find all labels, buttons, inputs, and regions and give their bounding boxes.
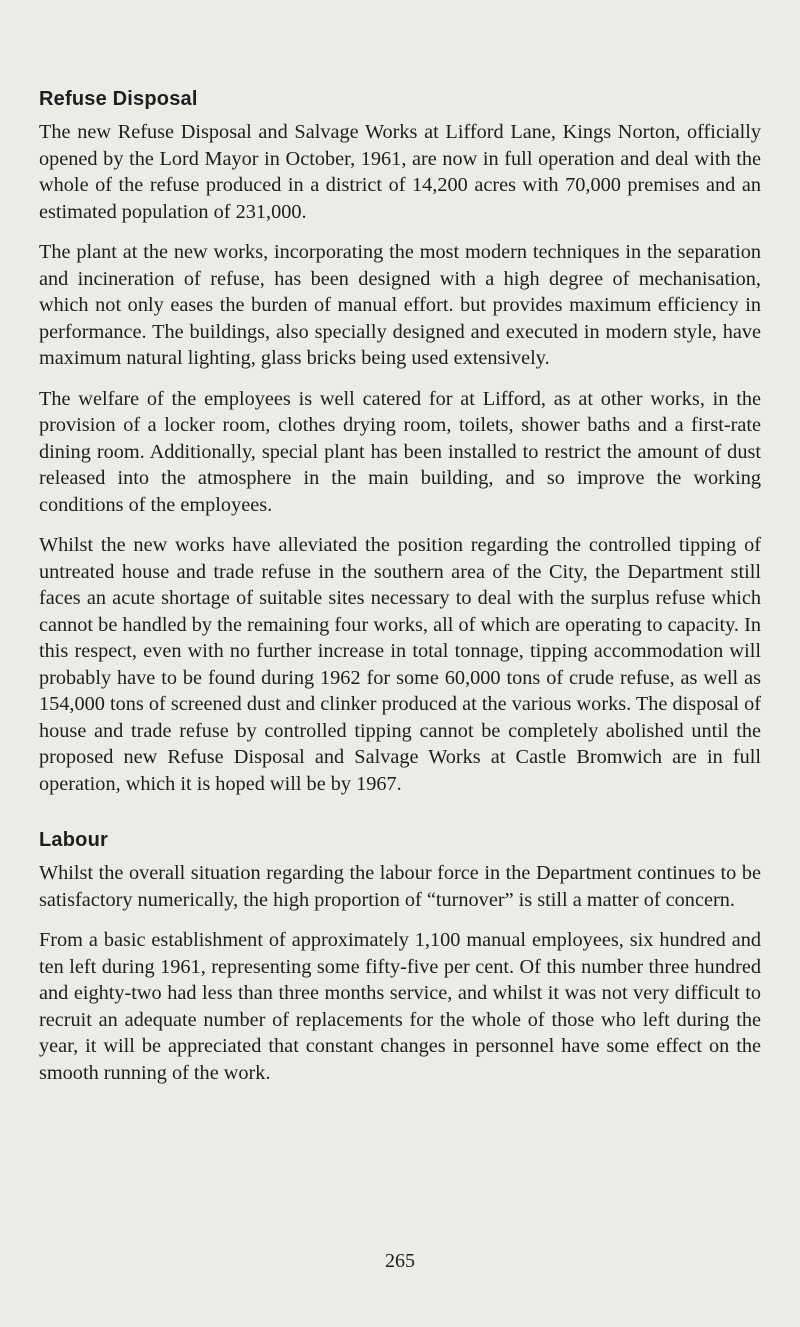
section-refuse-disposal xyxy=(39,88,761,797)
paragraph: From a basic establishment of approximately 1,100 manual employees, six hundred and ten left during 1961, representing some fifty-five per cent. Of this number three hundred and eighty-two had less than three months service, and whilst it was not very difficult to recruit an adequate number of replacements for the whole of those who left during the year, it will be appreciated that constant changes in personnel have some effect on the smooth running of the work. xyxy=(39,929,761,1084)
paragraph: The welfare of the employees is well catered for at Lifford, as at other works, in the provision of a locker room, clothes drying room, toilets, shower baths and a first-rate dining room. Additionally, special plant has been installed to restrict the amount of dust released into the atmosphere in the main building, and so improve the working conditions of the employees. xyxy=(39,387,761,516)
page-number: 265 xyxy=(385,1250,415,1272)
paragraph: The new Refuse Disposal and Salvage Works at Lifford Lane, Kings Norton, officially opened by the Lord Mayor in October, 1961, are now in full operation and deal with the whole of the refuse produced in a district of 14,200 acres with 70,000 premises and an estimated population of 231,000. xyxy=(39,121,761,223)
paragraph: Whilst the new works have alleviated the position regarding the controlled tipping of untreated house and trade refuse in the southern area of the City, the Department still faces an acute shortage of suitable sites necessary to deal with the surplus refuse which cannot be handled by the remaining four works, all of which are operating to capacity. In this respect, even with no further increase in total tonnage, tipping accommodation will probably have to be found during 1962 for some 60,000 tons of crude refuse, as well as 154,000 tons of screened dust and clinker produced at the various works. The disposal of house and trade refuse by controlled tipping cannot be completely abolished until the proposed new Refuse Disposal and Salvage Works at Castle Bromwich are in full operation, which it is hoped will be by 1967. xyxy=(39,534,761,795)
paragraph: The plant at the new works, incorporating the most modern techniques in the separation and incineration of refuse, has been designed with a high degree of mechanisation, which not only eases the burden of manual effort. but provides maximum efficiency in performance. The buildings, also specially designed and executed in modern style, have maximum natural lighting, glass bricks being used extensively. xyxy=(39,241,761,369)
document-body xyxy=(39,88,761,1100)
paragraph: Whilst the overall situation regarding the labour force in the Department continues to be satisfactory numerically, the high proportion of “turnover” is still a matter of concern. xyxy=(39,862,761,911)
section-heading: Refuse Disposal xyxy=(39,88,198,110)
section-labour xyxy=(39,829,761,1086)
section-heading: Labour xyxy=(39,829,108,851)
